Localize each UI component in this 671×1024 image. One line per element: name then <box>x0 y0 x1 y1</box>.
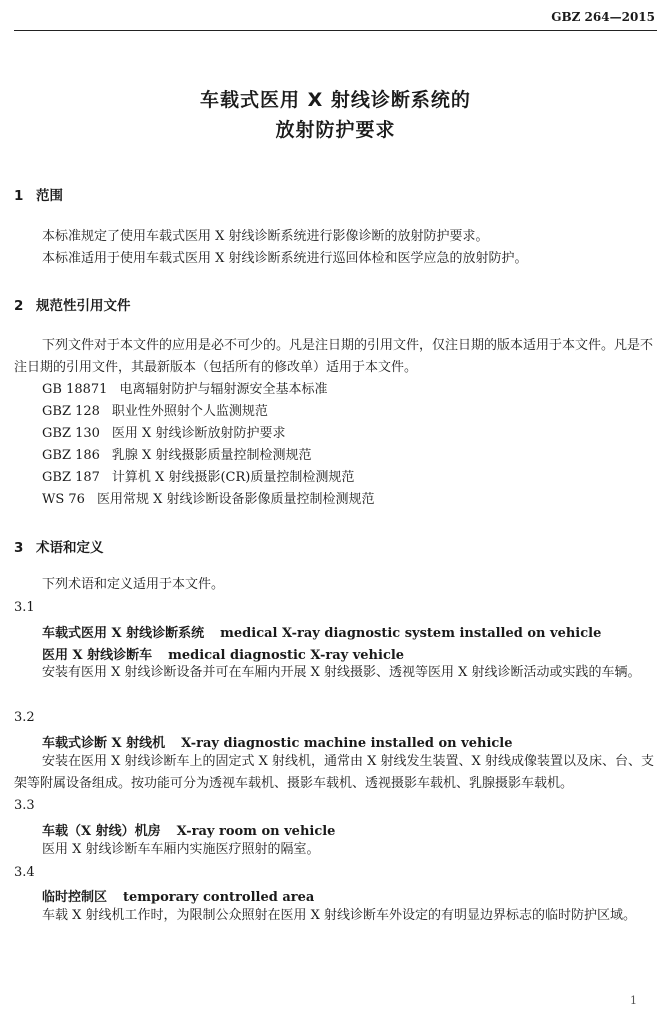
page-number: 1 <box>630 994 637 1007</box>
document-title-line1: 车载式医用 X 射线诊断系统的 <box>200 89 471 111</box>
document-title-line2: 放射防护要求 <box>275 119 396 141</box>
definition: 车载 X 射线机工作时，为限制公众照射在医用 X 射线诊断车外设定的有明显边界标志的临时防护区域。 <box>42 908 637 923</box>
reference-title: 职业性外照射个人监测规范 <box>111 404 268 419</box>
reference-item <box>42 445 311 467</box>
reference-code: GBZ 130 <box>42 426 100 441</box>
reference-title: 计算机 X 射线摄影(CR)质量控制检测规范 <box>111 470 355 485</box>
reference-title: 医用 X 射线诊断放射防护要求 <box>111 426 286 441</box>
term-en: X-ray room on vehicle <box>176 824 336 839</box>
term-zh: 车载式诊断 X 射线机 <box>42 736 166 751</box>
term-entry <box>42 732 513 751</box>
reference-item <box>42 467 354 489</box>
reference-code: GBZ 128 <box>42 404 100 419</box>
reference-item <box>42 401 268 423</box>
reference-title: 医用常规 X 射线诊断设备影像质量控制检测规范 <box>96 492 375 507</box>
term-zh: 车载（X 射线）机房 <box>42 824 161 839</box>
reference-item <box>42 423 285 445</box>
clause-number: 3.3 <box>14 798 35 813</box>
standard-code: GBZ 264—2015 <box>551 10 655 24</box>
reference-code: GBZ 187 <box>42 470 100 485</box>
definition: 安装有医用 X 射线诊断设备并可在车厢内开展 X 射线摄影、透视等医用 X 射线诊断活动或实践的车辆。 <box>42 665 641 680</box>
clause-number: 3.2 <box>14 710 35 725</box>
term-entry <box>42 820 335 839</box>
reference-code: WS 76 <box>42 492 85 507</box>
clause-number: 3.1 <box>14 600 35 615</box>
section-title: 范围 <box>36 188 63 204</box>
term-zh: 医用 X 射线诊断车 <box>42 648 153 663</box>
clause-number: 3.4 <box>14 865 35 880</box>
paragraph: 下列文件对于本文件的应用是必不可少的。凡是注日期的引用文件，仅注日期的版本适用于本文件。凡是不注日期的引用文件，其最新版本（包括所有的修改单）适用于本文件。 <box>14 338 654 375</box>
term-en: medical diagnostic X-ray vehicle <box>168 648 405 663</box>
reference-item <box>42 379 327 401</box>
definition: 医用 X 射线诊断车车厢内实施医疗照射的隔室。 <box>42 842 320 857</box>
section-3-heading <box>14 536 104 556</box>
term-en: medical X-ray diagnostic system installed on vehicle <box>220 626 602 641</box>
definition: 安装在医用 X 射线诊断车上的固定式 X 射线机，通常由 X 射线发生装置、X 射线成像装置以及床、台、支架等附属设备组成。按功能可分为透视车载机、摄影车载机、透视摄影车载机、乳腺摄影车载机。 <box>14 754 654 791</box>
paragraph: 下列术语和定义适用于本文件。 <box>42 577 225 592</box>
reference-code: GB 18871 <box>42 382 108 397</box>
section-2-heading <box>14 294 131 314</box>
term-en: X-ray diagnostic machine installed on vehicle <box>181 736 513 751</box>
section-title: 术语和定义 <box>36 540 104 556</box>
reference-item <box>42 489 374 511</box>
section-number: 3 <box>14 540 24 556</box>
section-number: 2 <box>14 298 24 314</box>
paragraph: 本标准规定了使用车载式医用 X 射线诊断系统进行影像诊断的放射防护要求。 <box>42 229 489 244</box>
term-zh: 车载式医用 X 射线诊断系统 <box>42 626 205 641</box>
section-title: 规范性引用文件 <box>36 298 131 314</box>
term-entry <box>42 644 404 663</box>
term-en: temporary controlled area <box>123 890 315 905</box>
term-entry <box>42 886 314 905</box>
term-entry <box>42 622 601 641</box>
reference-title: 电离辐射防护与辐射源安全基本标准 <box>119 382 328 397</box>
section-1-heading <box>14 184 63 204</box>
paragraph: 本标准适用于使用车载式医用 X 射线诊断系统进行巡回体检和医学应急的放射防护。 <box>42 251 528 266</box>
term-zh: 临时控制区 <box>42 890 108 905</box>
reference-title: 乳腺 X 射线摄影质量控制检测规范 <box>111 448 312 463</box>
section-number: 1 <box>14 188 24 204</box>
header-divider <box>14 30 657 31</box>
reference-code: GBZ 186 <box>42 448 100 463</box>
